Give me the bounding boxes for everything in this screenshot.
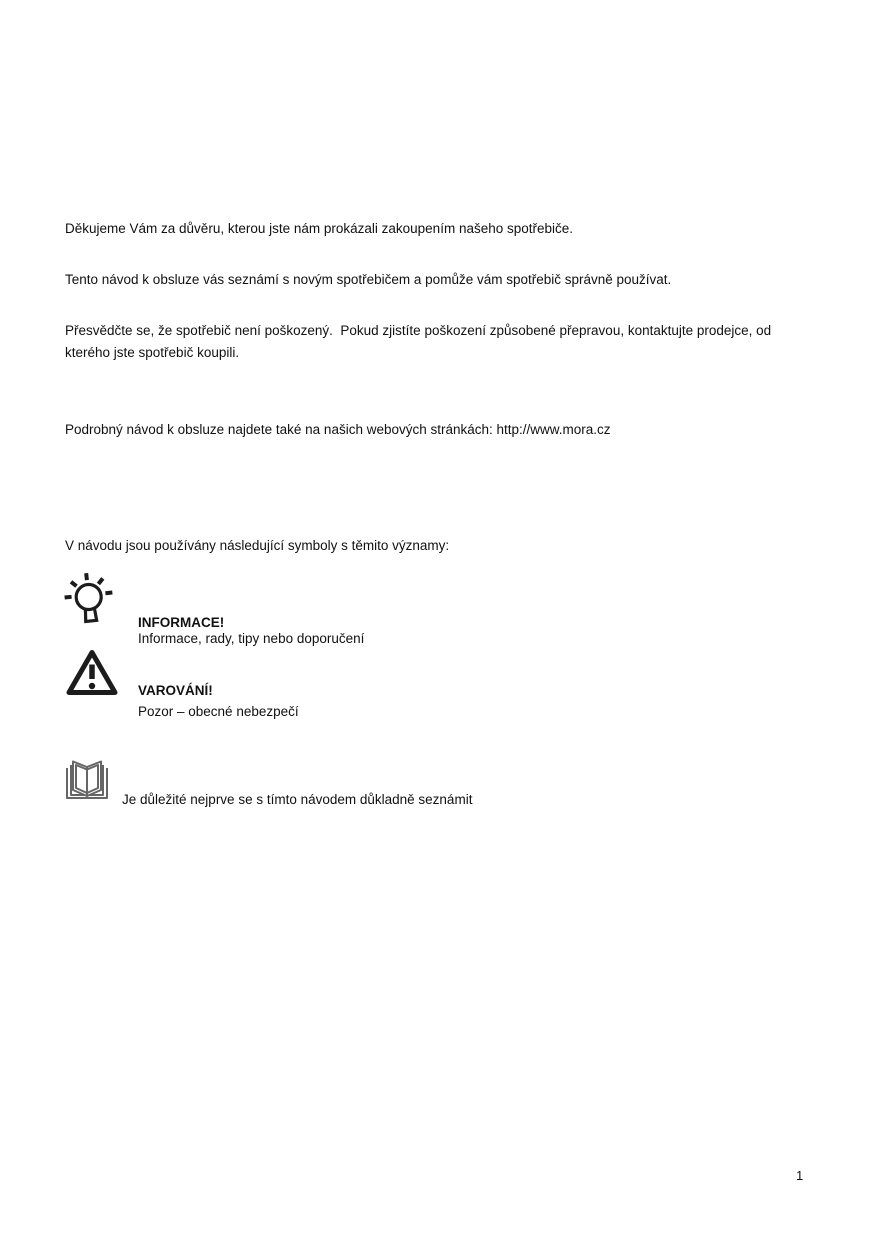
paragraph-damage-check: Přesvědčte se, že spotřebič není poškozený. Pokud zjistíte poškození způsobené přepravou, kontaktujte prodejce, od kterého jste spotřebič koupili.	[65, 323, 775, 360]
page-number: 1	[796, 1168, 804, 1183]
paragraph-symbols-intro: V návodu jsou používány následující symboly s těmito významy:	[65, 538, 450, 553]
symbol-info-description: Informace, rady, tipy nebo doporučení	[138, 631, 365, 646]
symbol-manual-description: Je důležité nejprve se s tímto návodem důkladně seznámit	[122, 792, 473, 807]
open-book-icon	[63, 756, 111, 809]
symbol-warning-description: Pozor – obecné nebezpečí	[138, 704, 299, 719]
paragraph-website: Podrobný návod k obsluze najdete také na našich webových stránkách: http://www.mora.cz	[65, 422, 611, 437]
paragraph-thanks: Děkujeme Vám za důvěru, kterou jste nám prokázali zakoupením našeho spotřebiče.	[65, 221, 574, 236]
paragraph-intro: Tento návod k obsluze vás seznámí s novým spotřebičem a pomůže vám spotřebič správně používat.	[65, 272, 672, 287]
symbol-warning-title: VAROVÁNÍ!	[138, 683, 213, 698]
warning-triangle-icon	[65, 648, 119, 705]
light-bulb-icon	[62, 570, 116, 637]
symbol-info-title: INFORMACE!	[138, 615, 225, 630]
